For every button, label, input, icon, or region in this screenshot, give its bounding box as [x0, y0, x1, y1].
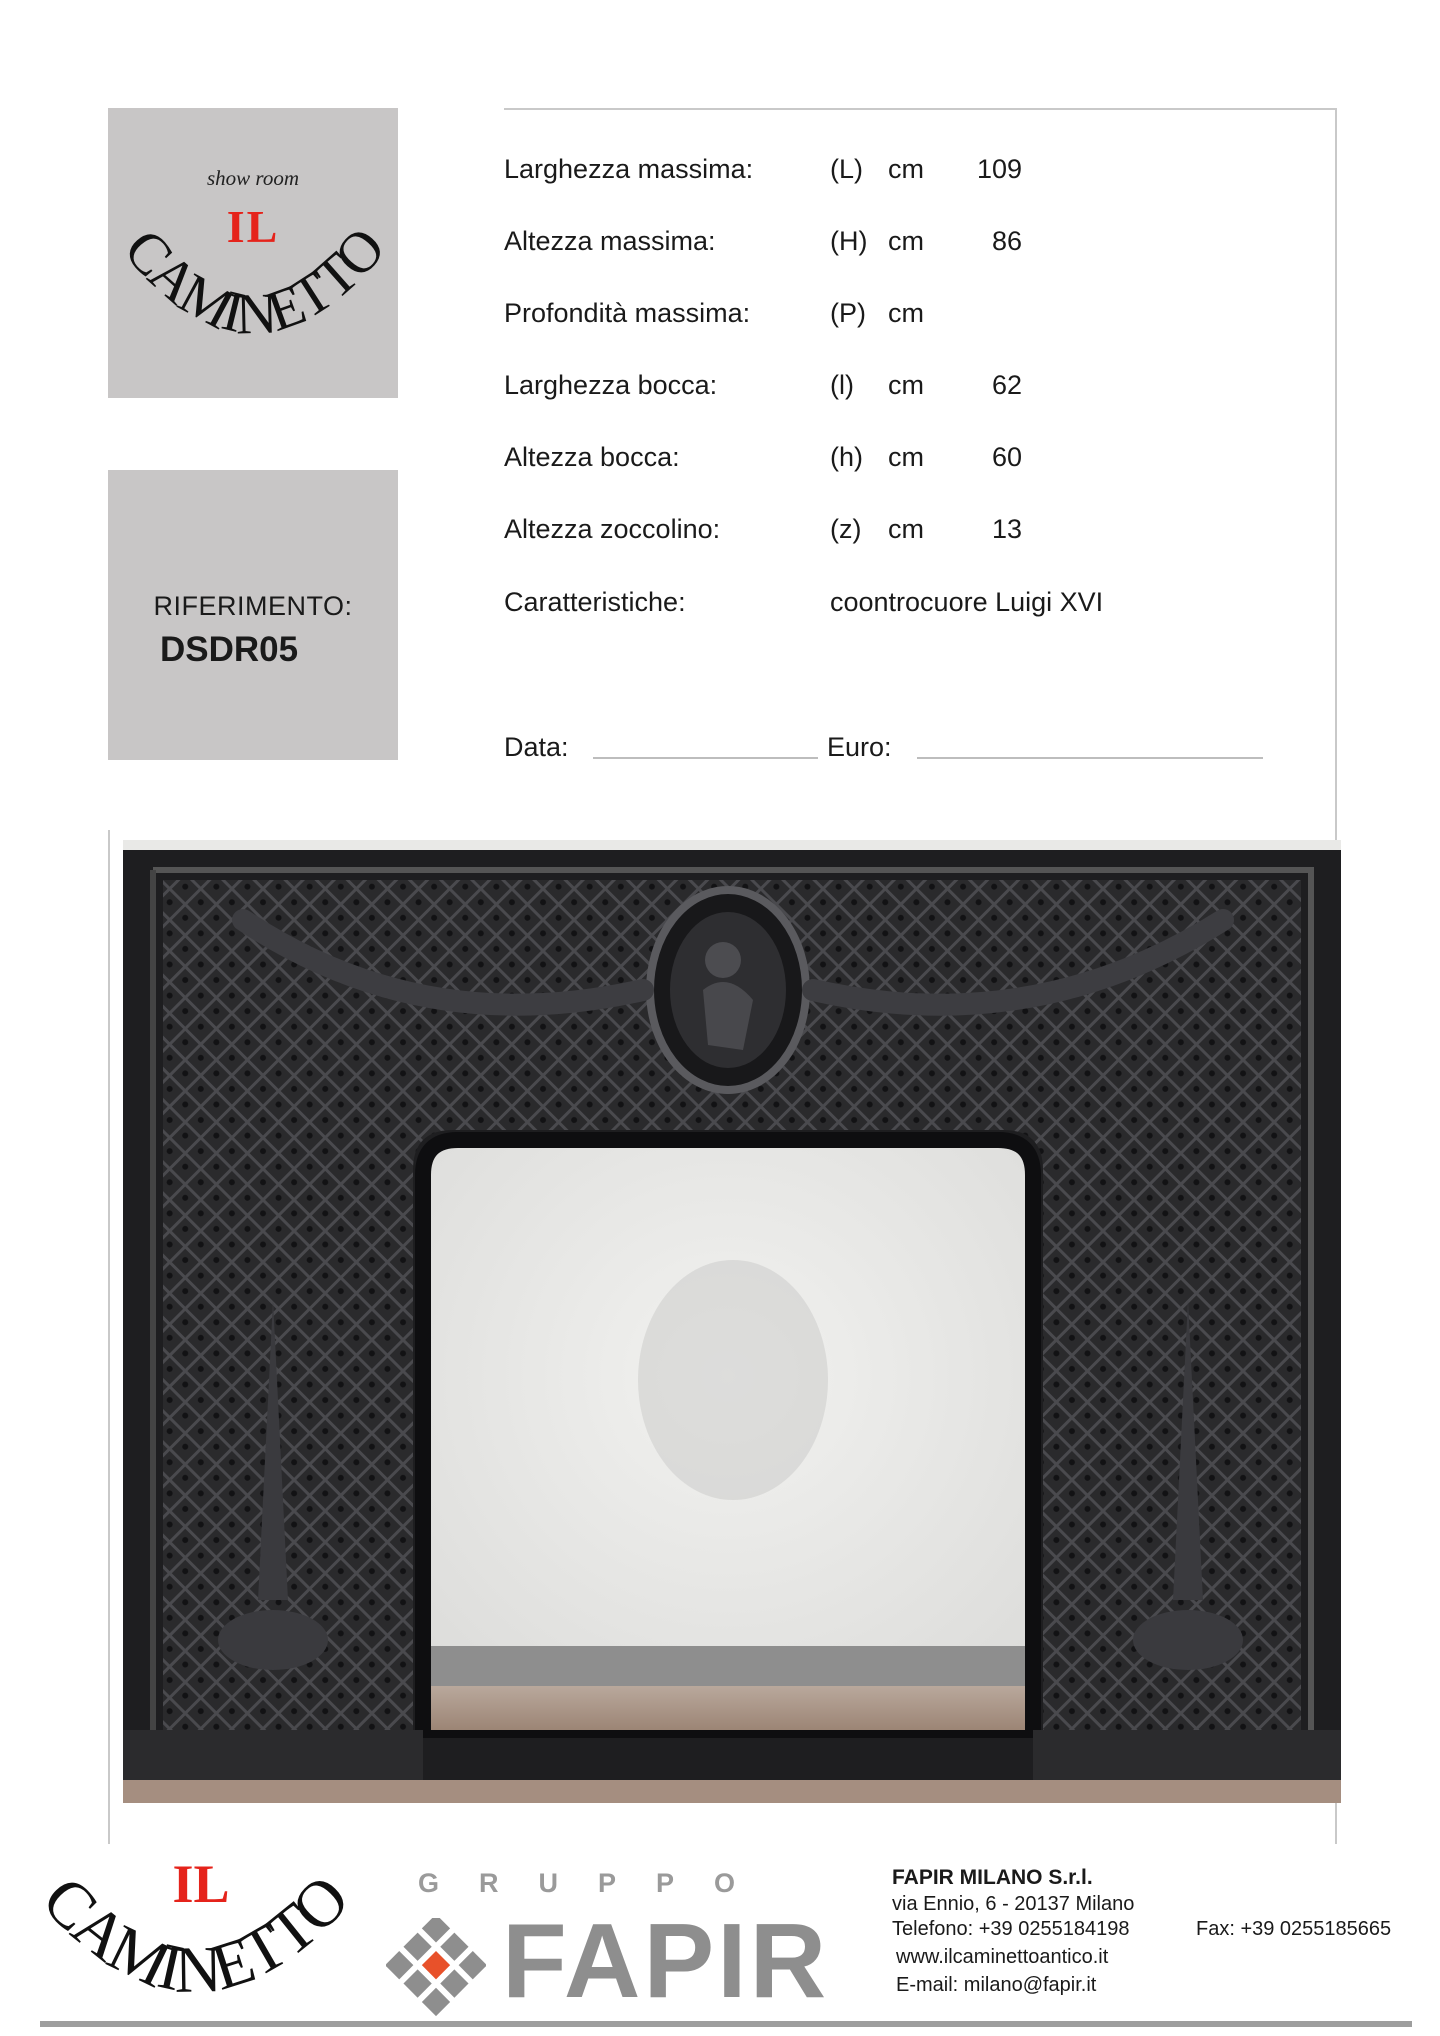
- spec-label: Altezza zoccolino:: [504, 514, 721, 544]
- company-website[interactable]: www.ilcaminettoantico.it: [896, 1946, 1109, 1968]
- spec-unit: cm: [888, 154, 924, 184]
- spec-value: 13: [991, 514, 1022, 544]
- fapir-diamond-icon: [386, 1918, 486, 2018]
- spec-symbol: (P): [830, 298, 866, 328]
- spec-symbol: (L): [830, 154, 863, 184]
- spec-symbol: (l): [830, 370, 854, 400]
- date-field[interactable]: [593, 757, 818, 759]
- spec-label: Altezza massima:: [504, 226, 716, 256]
- company-address: via Ennio, 6 - 20137 Milano: [892, 1893, 1135, 1915]
- svg-text:CAMINETTO: CAMINETTO: [111, 216, 397, 347]
- date-label: Data:: [504, 732, 569, 762]
- spec-label: Altezza bocca:: [504, 442, 680, 472]
- company-name: FAPIR MILANO S.r.l.: [892, 1866, 1093, 1889]
- logo-il-text: IL: [226, 201, 280, 252]
- company-phone: Telefono: +39 0255184198: [892, 1918, 1130, 1940]
- spec-label: Profondità massima:: [504, 298, 751, 328]
- reference-label: RIFERIMENTO:: [153, 591, 353, 621]
- footer-rule: [40, 2021, 1412, 2027]
- euro-label: Euro:: [827, 732, 892, 762]
- svg-text:IL: IL: [172, 1854, 230, 1914]
- gruppo-label: GRUPPO: [418, 1868, 776, 1898]
- spec-unit: cm: [888, 226, 924, 256]
- fireplace-photo: [123, 840, 1341, 1803]
- spec-unit: cm: [888, 442, 924, 472]
- spec-row: [504, 514, 1064, 554]
- fapir-wordmark: FAPIR: [502, 1902, 830, 2020]
- characteristics-label: Caratteristiche:: [504, 587, 686, 617]
- spec-value: 62: [991, 370, 1022, 400]
- spec-value: 86: [991, 226, 1022, 256]
- euro-field[interactable]: [917, 757, 1263, 759]
- spec-row: [504, 154, 1064, 194]
- caminetto-arc-text: [108, 108, 398, 398]
- spec-row: [504, 442, 1064, 482]
- spec-row: [504, 370, 1064, 410]
- spec-unit: cm: [888, 370, 924, 400]
- fireplace-illustration: [123, 840, 1341, 1803]
- spec-row: [504, 226, 1064, 266]
- spec-unit: cm: [888, 298, 924, 328]
- spec-symbol: (H): [830, 226, 868, 256]
- spec-value: 109: [976, 154, 1022, 184]
- spec-unit: cm: [888, 514, 924, 544]
- spec-row: [504, 298, 1064, 338]
- characteristics-row: [504, 587, 1104, 618]
- spec-label: Larghezza bocca:: [504, 370, 718, 400]
- company-fax: Fax: +39 0255185665: [1196, 1918, 1392, 1940]
- showroom-logo: [108, 108, 398, 398]
- spec-label: Larghezza massima:: [504, 154, 754, 184]
- characteristics-value: coontrocuore Luigi XVI: [830, 587, 1104, 617]
- company-email[interactable]: E-mail: milano@fapir.it: [896, 1974, 1097, 1996]
- svg-text:CAMINETTO: CAMINETTO: [36, 1862, 356, 2007]
- left-rule: [108, 830, 110, 1844]
- spec-symbol: (z): [830, 514, 862, 544]
- footer-caminetto-logo: [36, 1854, 356, 2014]
- spec-value: 60: [991, 442, 1022, 472]
- reference-code: DSDR05: [160, 630, 299, 669]
- spec-symbol: (h): [830, 442, 863, 472]
- reference-box: [108, 470, 398, 760]
- top-rule: [504, 108, 1336, 110]
- showroom-label: show room: [207, 166, 299, 190]
